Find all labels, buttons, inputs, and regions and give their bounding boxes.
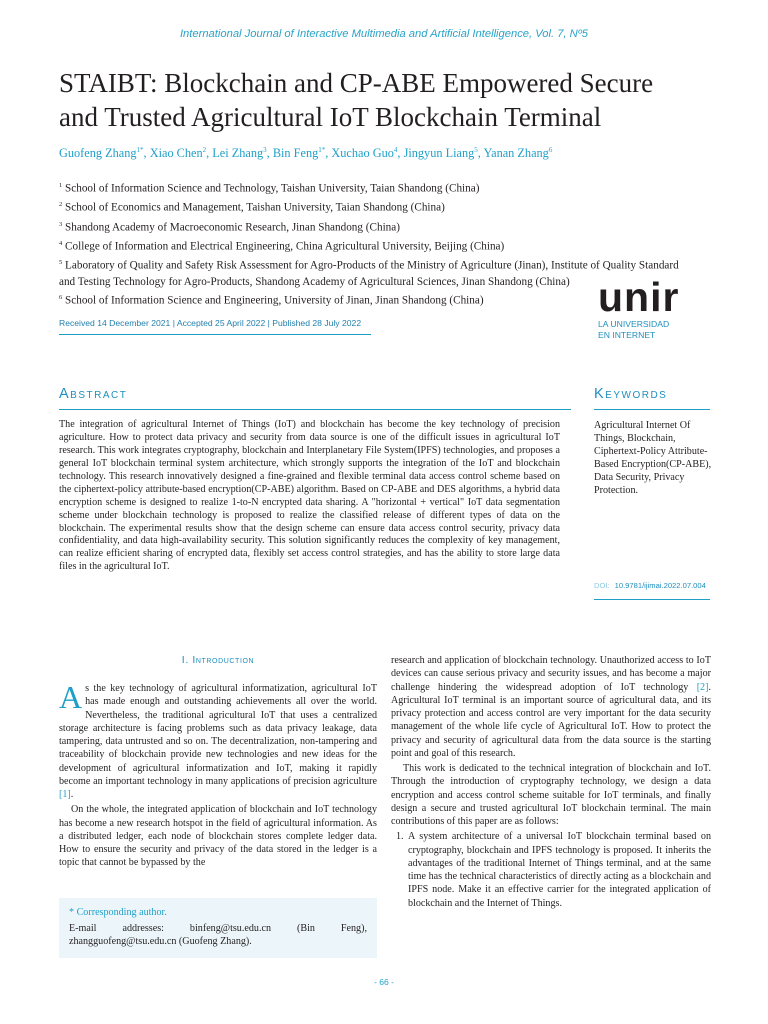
unir-logo [598,274,718,340]
intro-paragraph-3 [391,654,711,760]
paragraph-text: research and application of blockchain technology. Unauthorized access to IoT devices can cause serious privacy and security issues, and has become a major challenge hindering the widespread adoption of IoT technology [391,655,711,693]
paragraph-text: . Agricultural IoT terminal is an important source of agricultural data, and its privacy protection and access control are very important for the data security management of the whole life cycle of Agricultural IoT. How to protect the privacy and security of agricultural data from the data source is the starting point and goal of this research. [391,681,711,759]
paragraph-text: s the key technology of agricultural informatization, agricultural IoT has made enough and outstanding achievements all over the world. Nevertheless, the traditional agricultural IoT that uses a centralized storage architecture is facing problems such as data privacy leakage, data tampering, data untrusted and so on. The decentralization, non-tampering and traceability of blockchain provide new technologies and new ideas for the development of agricultural informatization and IoT, making it rapidly become an important technology in many applications of precision agriculture [59,683,377,787]
affiliation-text: School of Economics and Management, Taishan University, Taian Shandong (China) [65,202,445,215]
doi-divider [594,599,710,600]
affiliation-text: School of Information Science and Technology, Taishan University, Taian Shandong (China) [65,182,480,195]
affiliation-text: Shandong Academy of Macroeconomic Research, Jinan Shandong (China) [65,221,400,234]
corresponding-author-box [59,898,377,958]
abstract-divider [59,409,571,410]
intro-paragraph-4: This work is dedicated to the technical integration of blockchain and IoT. Through the introduction of cryptography technology, we design a data encryption and access control scheme suitable for IoT terminals, and finally design a secure and trusted agricultural IoT blockchain terminal. The main contributions of this paper are as follows: [391,763,711,827]
author-name: Guofeng Zhang [59,146,137,161]
affiliation-item [59,197,689,216]
doi-link[interactable]: 10.9781/ijimai.2022.07.004 [614,581,706,590]
affiliation-text: School of Information Science and Engineering, University of Jinan, Jinan Shandong (China) [65,294,484,307]
affiliation-item [59,178,689,197]
author-affiliation-mark: 1* [136,146,144,154]
drop-cap: A [59,679,83,715]
paper-title [59,66,719,134]
body-column-right [391,654,711,910]
affiliation-number: 1 [59,182,63,189]
affiliation-item [59,255,689,290]
list-item-number: 1. [396,831,404,843]
affiliation-text: Laboratory of Quality and Safety Risk Assessment for Agro-Products of the Ministry of Agriculture (Jinan), Institute of Quality Standard and Testing Technology for Agro-Products, Shandong Academy of Agricultural Sciences, Jinan Shandong (China) [59,260,679,288]
logo-tagline-line-1: LA UNIVERSIDAD [598,319,670,329]
author-name: Lei Zhang [212,146,264,161]
affiliation-item [59,236,689,255]
author-separator: , [266,146,273,161]
affiliation-number: 4 [59,239,63,247]
corresponding-author-title: * Corresponding author. [69,907,167,918]
list-item-text: A system architecture of a universal IoT blockchain terminal based on cryptography, blockchain and IPFS technology is proposed. It inherits the advantages of the traditional Internet of Things terminal, and at the same time has the technical characteristics of directly acting as a blockchain and IPFS node. Make it an effective carrier for the integrated application of blockchain and the Internet of Things. [408,831,711,909]
affiliation-text: College of Information and Electrical Engineering, China Agricultural University, Beijing (China) [65,240,505,253]
body-column-left [59,679,377,870]
affiliation-item [59,217,689,236]
author-separator: , [325,146,332,161]
affiliation-item [59,290,689,309]
doi-label: DOI: [594,581,610,590]
corresponding-author-emails: E-mail addresses: binfeng@tsu.edu.cn (Bin Feng), zhangguofeng@tsu.edu.cn (Guofeng Zhang). [69,923,367,947]
author-name: Jingyun Liang [403,146,475,161]
author-separator: , [477,146,484,161]
section-heading-introduction: I. Introduction [181,654,255,666]
logo-tagline [598,319,718,340]
citation-link[interactable]: [2] [696,681,709,693]
affiliations [59,178,689,310]
author-separator: , [143,146,150,161]
author-separator: , [206,146,213,161]
logo-wordmark: unir [598,274,680,320]
affiliation-number: 3 [59,220,63,228]
author-affiliation-mark: 5 [474,146,478,154]
author-affiliation-mark: 3 [263,146,267,154]
affiliation-number: 6 [59,294,63,302]
title-line-2: and Trusted Agricultural IoT Blockchain Terminal [59,102,602,132]
journal-header: International Journal of Interactive Multimedia and Artificial Intelligence, Vol. 7, Nº5 [179,28,589,40]
abstract-heading: Abstract [59,386,128,402]
author-affiliation-mark: 2 [202,146,207,154]
citation-link[interactable]: [1] [59,789,71,800]
logo-tagline-line-2: EN INTERNET [598,329,656,340]
author-affiliation-mark: 4 [393,146,398,154]
publication-dates: Received 14 December 2021 | Accepted 25 April 2022 | Published 28 July 2022 [59,318,362,328]
author-name: Xiao Chen [149,146,203,161]
author-name: Yanan Zhang [483,146,549,161]
title-line-1: STAIBT: Blockchain and CP-ABE Empowered Secure [59,68,654,98]
author-separator: , [397,146,404,161]
author-list [59,146,719,161]
author-affiliation-mark: 6 [548,146,553,154]
list-item [391,830,711,910]
paragraph-text: . [70,789,74,800]
intro-paragraph-1 [59,679,377,801]
keywords-heading: Keywords [594,386,668,402]
keywords-text: Agricultural Internet Of Things, Blockchain, Ciphertext-Policy Attribute-Based Encryption(CP-ABE), Data Security, Privacy Protection. [594,420,712,496]
abstract-text: The integration of agricultural Internet of Things (IoT) and blockchain has become the key technology of precision agriculture. How to protect data privacy and security from data source is one of the difficult issues in agricultural IoT research. This work integrates cryptography, blockchain and Interplanetary File System(IPFS) technologies, and proposes a general IoT blockchain terminal system architecture, which strongly supports the integration of the IoT and blockchain technology. This research innovatively designed a fine-grained and flexible terminal data access control scheme based on the ciphertext-policy attribute-based encryption(CP-ABE) algorithm. Based on CP-ABE and DES algorithms, a hybrid data encryption scheme is designed to realize 1-to-N encrypted data sharing. A "horizontal + vertical" IoT data segmentation scheme under blockchain technology is proposed to realize the classified release of different types of data on the blockchain. The experimental results show that the design scheme can ensure data access control security, privacy data confidentiality, and data high-availability security. This solution significantly reduces the complexity of key management, can realize efficient sharing of encrypted data, flexibly set access control strategies, and has the ability to store large data files in the agricultural IoT. [59,419,560,573]
doi [594,581,706,590]
author-name: Xuchao Guo [331,146,394,161]
affiliation-number: 2 [59,201,63,209]
contributions-list [391,830,711,910]
dates-divider [59,334,371,335]
author-name: Bin Feng [272,146,319,161]
affiliation-number: 5 [59,259,63,267]
keywords-divider [594,409,710,410]
author-affiliation-mark: 1* [318,146,326,154]
page-number: - 66 - [373,977,395,987]
intro-paragraph-2: On the whole, the integrated application of blockchain and IoT technology has become a new research hotspot in the field of agricultural information. As a distributed ledger, each node of blockchain stores complete ledger data. How to ensure the security and privacy of the data stored in the ledger is a topic that cannot be bypassed by the [59,804,377,869]
